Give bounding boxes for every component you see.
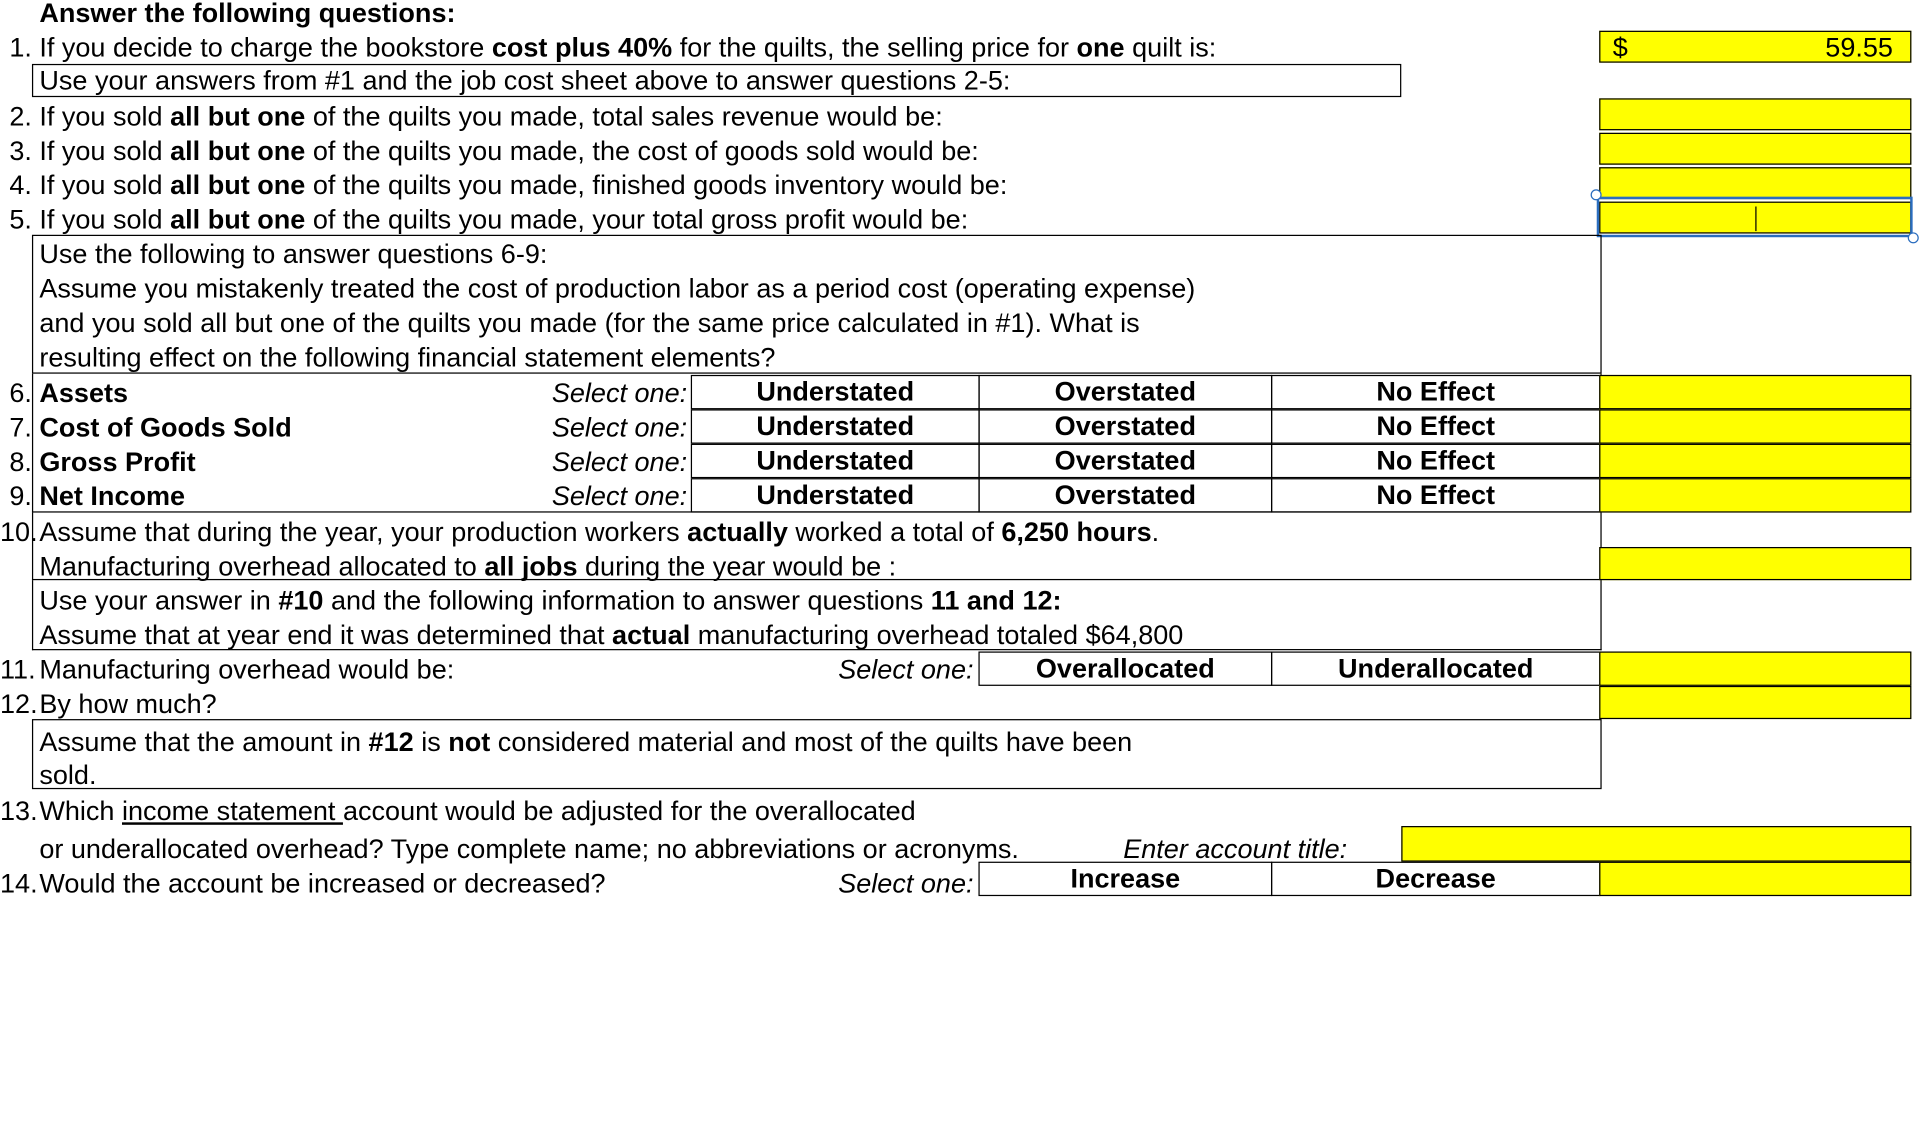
question-number: 13. xyxy=(0,795,38,827)
note-6-9-line: Use the following to answer questions 6-9: xyxy=(39,238,548,270)
question-number: 14. xyxy=(0,867,38,899)
question-13-line: or underallocated overhead? Type complete name; no abbreviations or acronyms. xyxy=(39,833,1019,865)
option-overstated[interactable]: Overstated xyxy=(978,375,1272,409)
option-no-effect[interactable]: No Effect xyxy=(1271,409,1600,443)
select-one-label: Select one: xyxy=(551,480,688,512)
select-one-label: Select one: xyxy=(838,867,974,899)
text-cursor xyxy=(1755,207,1756,232)
effect-row-label: Gross Profit xyxy=(39,446,196,477)
note-11-12-line: Use your answer in #10 and the following information to answer questions 11 and 12: xyxy=(39,585,1062,616)
answer-cell-q1[interactable] xyxy=(1599,31,1911,63)
option-no-effect[interactable]: No Effect xyxy=(1271,375,1600,409)
question-11-text: Manufacturing overhead would be: xyxy=(39,653,455,685)
option-no-effect[interactable]: No Effect xyxy=(1271,478,1600,512)
option-understated[interactable]: Understated xyxy=(691,375,980,409)
question-number: 6. xyxy=(9,377,32,409)
answer-cell-q2[interactable] xyxy=(1599,98,1911,130)
account-title-input[interactable] xyxy=(1401,826,1911,862)
note-11-12-line: Assume that at year end it was determined that actual manufacturing overhead totaled $64,800 xyxy=(39,619,1184,651)
answer-value-q1: 59.55 xyxy=(1825,31,1893,63)
question-number: 9. xyxy=(9,480,32,512)
answer-cell-q3[interactable] xyxy=(1599,133,1911,165)
question-4-text: If you sold all but one of the quilts you made, finished goods inventory would be: xyxy=(39,169,1008,201)
note-box-13 xyxy=(32,719,1602,789)
note-box-2-5 xyxy=(32,64,1401,97)
option-understated[interactable]: Understated xyxy=(691,444,980,478)
select-one-label: Select one: xyxy=(838,653,974,685)
answer-cell-q14[interactable] xyxy=(1599,862,1911,896)
option-decrease[interactable]: Decrease xyxy=(1271,862,1600,896)
question-2-text: If you sold all but one of the quilts you made, total sales revenue would be: xyxy=(39,100,943,132)
select-one-label: Select one: xyxy=(551,411,688,443)
question-number: 1. xyxy=(9,31,32,63)
question-number: 4. xyxy=(9,169,32,201)
option-overstated[interactable]: Overstated xyxy=(978,409,1272,443)
question-13-line: Which income statement account would be adjusted for the overallocated xyxy=(39,795,916,827)
answer-cell-q11[interactable] xyxy=(1599,651,1911,685)
question-number: 7. xyxy=(9,411,32,443)
enter-account-title-label: Enter account title: xyxy=(1123,833,1348,865)
note-13-line: sold. xyxy=(39,759,97,791)
note-13-line: Assume that the amount in #12 is not considered material and most of the quilts have been xyxy=(39,726,1133,758)
answer-cell-q6[interactable] xyxy=(1599,375,1911,409)
answer-cell-q4[interactable] xyxy=(1599,167,1911,199)
section-header: Answer the following questions: xyxy=(39,0,456,29)
note-2-5-text: Use your answers from #1 and the job cost sheet above to answer questions 2-5: xyxy=(39,65,1011,96)
option-overstated[interactable]: Overstated xyxy=(978,444,1272,478)
answer-cell-q12[interactable] xyxy=(1599,686,1911,719)
resize-handle[interactable] xyxy=(1591,189,1602,200)
option-overstated[interactable]: Overstated xyxy=(978,478,1272,512)
option-understated[interactable]: Understated xyxy=(691,409,980,443)
currency-symbol: $ xyxy=(1612,31,1628,63)
question-number: 8. xyxy=(9,446,32,477)
question-1-text: If you decide to charge the bookstore cost plus 40% for the quilts, the selling price for one quilt is: xyxy=(39,31,1217,63)
question-3-text: If you sold all but one of the quilts you made, the cost of goods sold would be: xyxy=(39,135,979,166)
effect-row-label: Net Income xyxy=(39,480,186,512)
question-number: 10. xyxy=(0,516,38,547)
answer-cell-q7[interactable] xyxy=(1599,409,1911,443)
question-number: 3. xyxy=(9,135,32,166)
question-10-line: Manufacturing overhead allocated to all jobs during the year would be : xyxy=(39,550,897,582)
option-understated[interactable]: Understated xyxy=(691,478,980,512)
effect-row-label: Assets xyxy=(39,377,129,409)
note-6-9-line: Assume you mistakenly treated the cost of production labor as a period cost (operating expense) xyxy=(39,272,1196,304)
resize-handle[interactable] xyxy=(1908,232,1919,243)
question-14-text: Would the account be increased or decreased? xyxy=(39,867,606,899)
question-5-text: If you sold all but one of the quilts you made, your total gross profit would be: xyxy=(39,204,969,235)
question-10-line: Assume that during the year, your production workers actually worked a total of 6,250 hours. xyxy=(39,516,1160,547)
select-one-label: Select one: xyxy=(551,377,688,409)
question-number: 2. xyxy=(9,100,32,132)
option-underallocated[interactable]: Underallocated xyxy=(1271,651,1600,685)
answer-cell-q8[interactable] xyxy=(1599,444,1911,478)
option-increase[interactable]: Increase xyxy=(978,862,1272,896)
note-6-9-line: and you sold all but one of the quilts you made (for the same price calculated in #1). What is xyxy=(39,307,1140,339)
answer-cell-q9[interactable] xyxy=(1599,478,1911,512)
question-number: 5. xyxy=(9,204,32,235)
question-12-text: By how much? xyxy=(39,688,217,720)
question-number: 11. xyxy=(0,653,36,685)
select-one-label: Select one: xyxy=(551,446,688,477)
note-box-6-9 xyxy=(32,235,1602,374)
question-number: 12. xyxy=(0,688,38,720)
note-6-9-line: resulting effect on the following financial statement elements? xyxy=(39,341,776,373)
option-no-effect[interactable]: No Effect xyxy=(1271,444,1600,478)
option-overallocated[interactable]: Overallocated xyxy=(978,651,1272,685)
effect-row-label: Cost of Goods Sold xyxy=(39,411,292,443)
answer-cell-q10[interactable] xyxy=(1599,547,1911,580)
